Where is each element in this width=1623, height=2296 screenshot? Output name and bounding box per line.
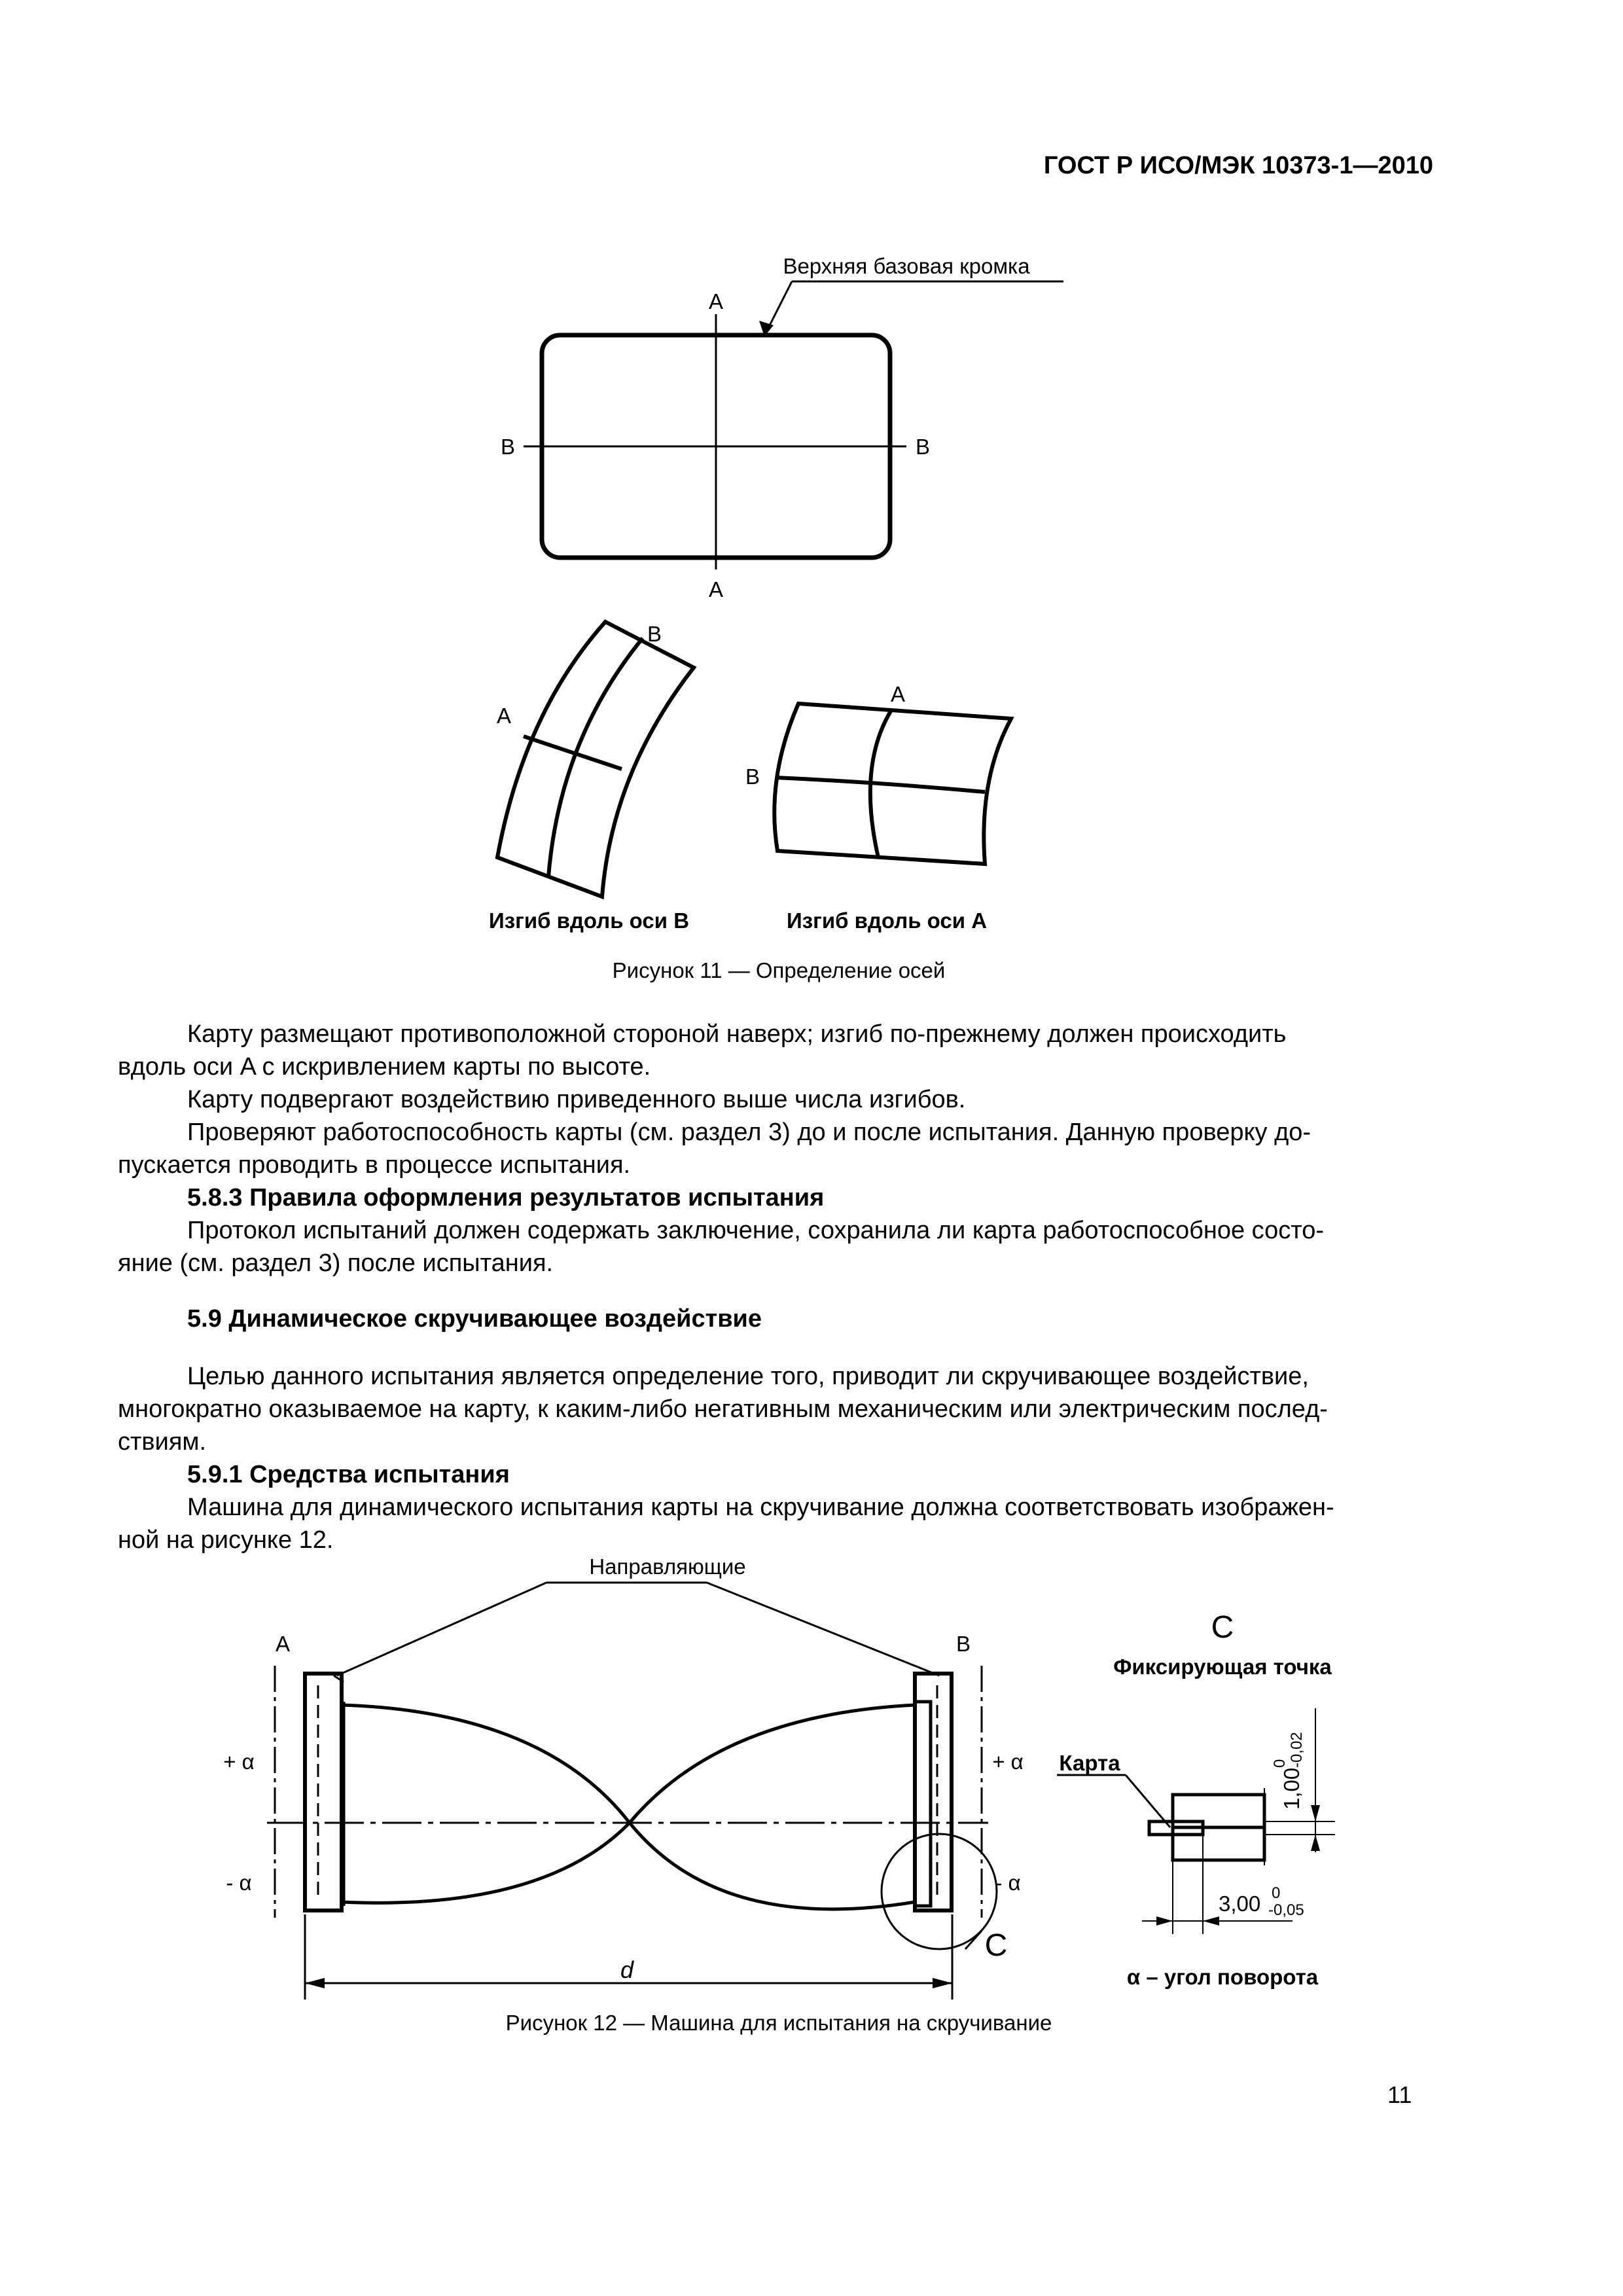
axis-b-left-label: B: [500, 435, 516, 459]
detail-c-marker: C: [984, 1928, 1008, 1963]
bend-along-a-label: Изгиб вдоль оси A: [786, 908, 988, 933]
guides-leader-left: [337, 1583, 546, 1676]
arrow-down-icon: [1311, 1805, 1320, 1821]
guide-b-label: B: [955, 1632, 971, 1656]
left-guide-block: [305, 1674, 342, 1910]
card-leader: [1126, 1775, 1170, 1827]
right-guide-block: [915, 1674, 952, 1910]
figure-11-axes-diagram: [0, 0, 1623, 1021]
fixture-lower-jaw: [1173, 1827, 1264, 1860]
dim-vertical-tol-upper: 0: [1271, 1759, 1289, 1768]
guide-a-label: A: [275, 1632, 291, 1656]
bent-a-axis-b-label: B: [745, 764, 760, 789]
page-number: 11: [1387, 2081, 1412, 2108]
arrow-up-icon: [1311, 1835, 1320, 1851]
figure-12-torsion-machine: [0, 1545, 1623, 2016]
dimension-d-label: d: [620, 1956, 634, 1983]
axis-b-right-label: B: [915, 435, 931, 459]
axis-a-bottom-label: A: [708, 577, 724, 601]
guides-leader-right: [707, 1583, 939, 1676]
document-header: ГОСТ Р ИСО/МЭК 10373-1—2010: [1043, 152, 1433, 179]
right-minus-alpha: - α: [995, 1871, 1021, 1895]
paragraph-bend-count: Карту подвергают воздействию приведенного выше числа изгибов.: [187, 1086, 966, 1113]
heading-5-8-3: 5.8.3 Правила оформления результатов испытания: [187, 1184, 825, 1211]
fixing-point-label: Фиксирующая точка: [1113, 1655, 1332, 1679]
card-bent-along-axis-b: [497, 622, 694, 897]
bent-b-axis-b-label: B: [647, 622, 662, 646]
right-plus-alpha: + α: [992, 1749, 1024, 1774]
dim-horizontal-tol-lower: -0,05: [1268, 1901, 1304, 1919]
heading-5-9-1: 5.9.1 Средства испытания: [187, 1461, 510, 1488]
dim-horizontal-value: 3,00: [1219, 1892, 1261, 1916]
dim-horizontal-tol-upper: 0: [1272, 1884, 1281, 1902]
edge-leader-line: [767, 281, 792, 331]
card-label: Карта: [1059, 1751, 1120, 1775]
bent-a-axis-a-label: A: [890, 682, 906, 706]
top-reference-edge-label: Верхняя базовая кромка: [783, 254, 1030, 278]
paragraph-test-report: Протокол испытаний должен содержать заключение, сохранила ли карта работоспособное состо- яние (см. раздел 3) после испытания.: [118, 1217, 1324, 1277]
card-bent-along-axis-a: [774, 704, 1011, 864]
paragraph-card-placement: Карту размещают противоположной стороной наверх; изгиб по-прежнему должен происходить вдоль оси A с искривлением карты по высоте.: [118, 1020, 1287, 1081]
detail-c-title: C: [1211, 1610, 1234, 1645]
alpha-legend: α – угол поворота: [1126, 1965, 1319, 1989]
arrow-right-icon: [933, 1978, 952, 1988]
left-plus-alpha: + α: [223, 1749, 255, 1774]
bend-along-b-label: Изгиб вдоль оси B: [488, 908, 690, 933]
figure-11-caption: Рисунок 11 — Определение осей: [612, 958, 946, 982]
figure-12-caption: Рисунок 12 — Машина для испытания на скручивание: [505, 2011, 1052, 2035]
axis-a-top-label: A: [708, 289, 724, 314]
guides-label: Направляющие: [589, 1554, 746, 1579]
paragraph-test-purpose: Целью данного испытания является определение того, приводит ли скручивающее воздействие, многократно оказываемое на карту, к каким-либо негативным механическим или электрическим послед- ствиям.: [118, 1363, 1328, 1456]
bent-b-axis-a-label: A: [496, 704, 512, 728]
left-minus-alpha: - α: [226, 1871, 252, 1895]
arrow-right-small-icon: [1156, 1916, 1173, 1926]
arrow-left-small-icon: [1203, 1916, 1219, 1926]
dim-vertical-value: 1,00: [1279, 1767, 1304, 1810]
detail-c-leader: [965, 1931, 982, 1949]
dim-vertical-tol-lower: -0,02: [1288, 1732, 1306, 1768]
paragraph-functionality-check: Проверяют работоспособность карты (см. раздел 3) до и после испытания. Данную проверку до- пускается проводить в процессе испытания.: [118, 1119, 1311, 1179]
heading-5-9: 5.9 Динамическое скручивающее воздействие: [187, 1305, 762, 1333]
paragraph-test-machine: Машина для динамического испытания карты на скручивание должна соответствовать изображен- ной на рисунке 12.: [118, 1494, 1334, 1554]
twisted-card-curves: [342, 1702, 931, 1909]
arrow-left-icon: [305, 1978, 325, 1988]
